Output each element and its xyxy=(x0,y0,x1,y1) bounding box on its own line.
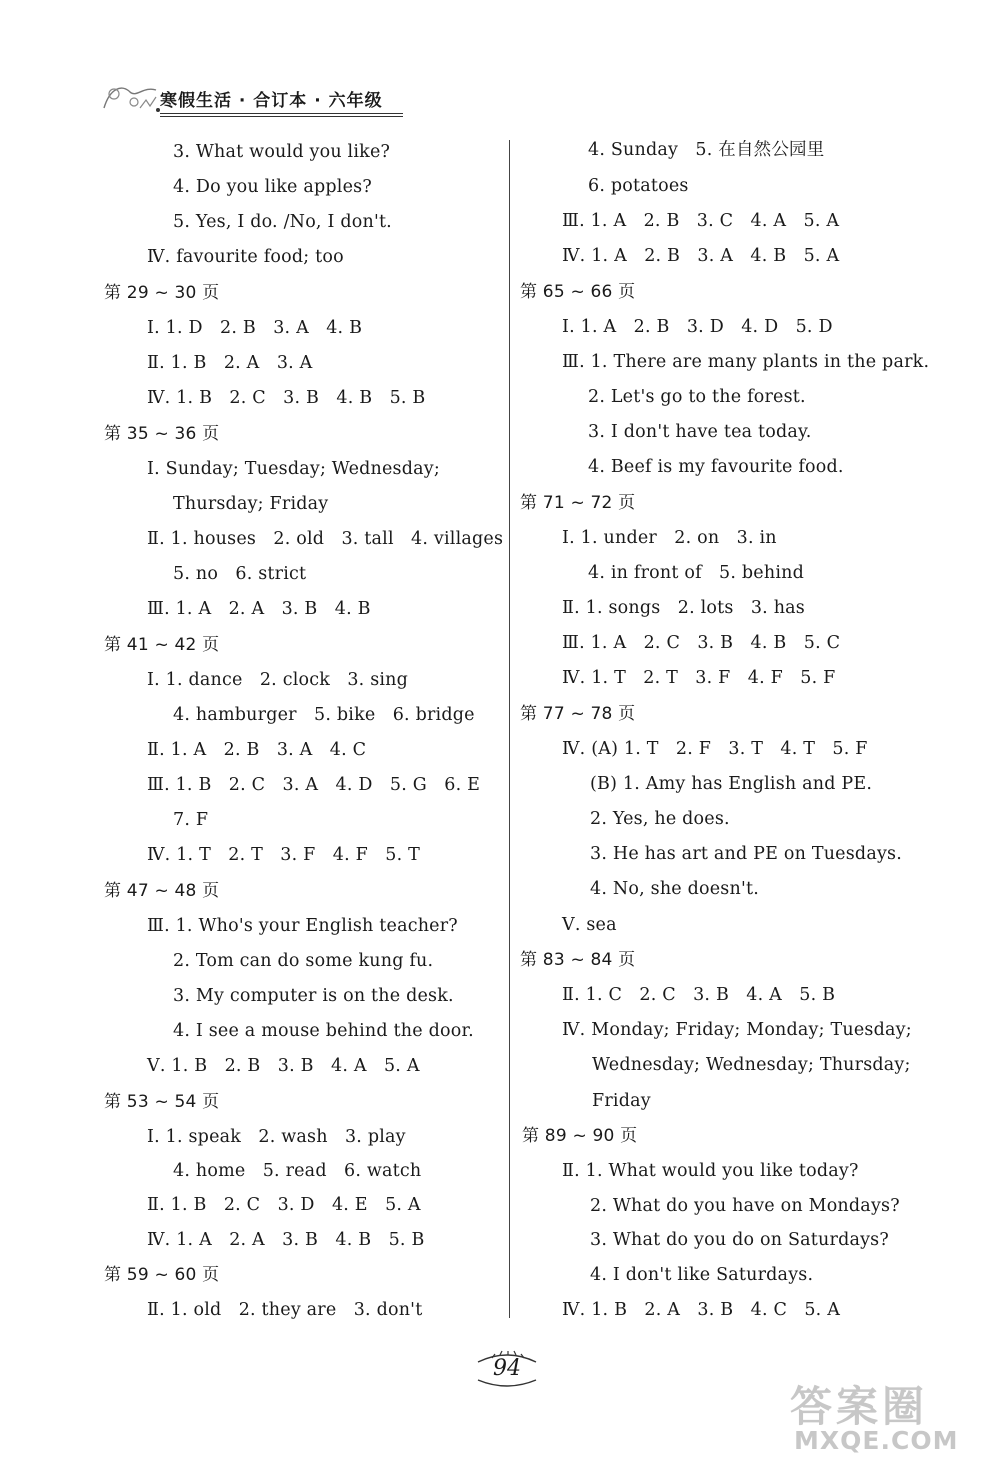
answer-line: Ⅴ. sea xyxy=(562,915,617,935)
answer-line: Ⅲ. 1. There are many plants in the park. xyxy=(562,352,930,372)
section-heading: 第 41 ~ 42 页 xyxy=(104,635,220,655)
answer-line: 2. Tom can do some kung fu. xyxy=(173,951,434,971)
answer-line: Ⅲ. 1. A 2. B 3. C 4. A 5. A xyxy=(562,211,840,231)
answer-line: 3. What would you like? xyxy=(173,142,391,162)
section-heading: 第 47 ~ 48 页 xyxy=(104,881,220,901)
answer-line: Wednesday; Wednesday; Thursday; xyxy=(592,1055,911,1075)
header-title: 寒假生活 · 合订本 · 六年级 xyxy=(160,91,383,111)
answer-line: Ⅳ. 1. A 2. B 3. A 4. B 5. A xyxy=(562,246,840,266)
answer-line: Ⅳ. 1. A 2. A 3. B 4. B 5. B xyxy=(147,1230,425,1250)
decorative-logo-icon xyxy=(100,78,162,116)
answer-line: 6. potatoes xyxy=(588,176,689,196)
column-divider xyxy=(509,140,510,1318)
answer-line: 2. Yes, he does. xyxy=(590,809,730,829)
answer-line: Ⅱ. 1. songs 2. lots 3. has xyxy=(562,598,805,618)
section-heading: 第 71 ~ 72 页 xyxy=(520,493,636,513)
page-number xyxy=(472,1350,542,1390)
section-heading: 第 89 ~ 90 页 xyxy=(522,1126,638,1146)
answer-line: Ⅳ. 1. T 2. T 3. F 4. F 5. F xyxy=(562,668,836,688)
answer-line: 4. Sunday 5. 在自然公园里 xyxy=(588,140,825,160)
section-heading: 第 59 ~ 60 页 xyxy=(104,1265,220,1285)
answer-line: Ⅱ. 1. C 2. C 3. B 4. A 5. B xyxy=(562,985,836,1005)
header-rule xyxy=(160,116,403,117)
section-heading: 第 77 ~ 78 页 xyxy=(520,704,636,724)
answer-line: Ⅱ. 1. What would you like today? xyxy=(562,1161,859,1181)
answer-line: 4. home 5. read 6. watch xyxy=(173,1161,422,1181)
answer-line: Ⅲ. 1. B 2. C 3. A 4. D 5. G 6. E xyxy=(147,775,481,795)
answer-line: Ⅳ. 1. T 2. T 3. F 4. F 5. T xyxy=(147,845,420,865)
answer-line: 5. Yes, I do. /No, I don't. xyxy=(173,212,392,232)
section-heading: 第 35 ~ 36 页 xyxy=(104,424,220,444)
watermark-text-en: MXQE.COM xyxy=(794,1426,959,1455)
answer-line: Ⅲ. 1. A 2. A 3. B 4. B xyxy=(147,599,371,619)
answer-line: Ⅰ. 1. D 2. B 3. A 4. B xyxy=(147,318,363,338)
answer-line: Ⅱ. 1. old 2. they are 3. don't xyxy=(147,1300,423,1320)
answer-line: 4. in front of 5. behind xyxy=(588,563,804,583)
answer-line: 5. no 6. strict xyxy=(173,564,307,584)
answer-line: 4. Do you like apples? xyxy=(173,177,372,197)
answer-line: 2. Let's go to the forest. xyxy=(588,387,806,407)
answer-line: 4. Beef is my favourite food. xyxy=(588,457,844,477)
answer-line: 4. No, she doesn't. xyxy=(590,879,759,899)
answer-line: 4. I see a mouse behind the door. xyxy=(173,1021,474,1041)
page-header xyxy=(100,78,405,123)
answer-line: 3. My computer is on the desk. xyxy=(173,986,454,1006)
answer-line: Ⅱ. 1. B 2. C 3. D 4. E 5. A xyxy=(147,1195,421,1215)
answer-line: Ⅳ. Monday; Friday; Monday; Tuesday; xyxy=(562,1020,912,1040)
answer-line: 4. hamburger 5. bike 6. bridge xyxy=(173,705,475,725)
answer-line: Ⅰ. 1. A 2. B 3. D 4. D 5. D xyxy=(562,317,833,337)
answer-line: Ⅰ. Sunday; Tuesday; Wednesday; xyxy=(147,459,440,479)
answer-line: Friday xyxy=(592,1091,651,1111)
watermark xyxy=(780,1372,995,1457)
page-number-text: 94 xyxy=(493,1356,521,1381)
answer-line: Ⅱ. 1. A 2. B 3. A 4. C xyxy=(147,740,367,760)
answer-line: Ⅱ. 1. houses 2. old 3. tall 4. villages xyxy=(147,529,504,549)
answer-line: Thursday; Friday xyxy=(173,494,329,514)
section-heading: 第 65 ~ 66 页 xyxy=(520,282,636,302)
answer-line: Ⅰ. 1. speak 2. wash 3. play xyxy=(147,1127,406,1147)
section-heading: 第 53 ~ 54 页 xyxy=(104,1092,220,1112)
answer-line: Ⅳ. 1. B 2. A 3. B 4. C 5. A xyxy=(562,1300,841,1320)
answer-line: Ⅲ. 1. Who's your English teacher? xyxy=(147,916,458,936)
watermark-text-cn: 答案圈 xyxy=(790,1382,929,1431)
answer-line: 3. What do you do on Saturdays? xyxy=(590,1230,889,1250)
answer-line: Ⅳ. 1. B 2. C 3. B 4. B 5. B xyxy=(147,388,426,408)
answer-line: Ⅰ. 1. dance 2. clock 3. sing xyxy=(147,670,409,690)
section-heading: 第 29 ~ 30 页 xyxy=(104,283,220,303)
answer-line: Ⅳ. favourite food; too xyxy=(147,247,344,267)
answer-line: Ⅱ. 1. B 2. A 3. A xyxy=(147,353,313,373)
answer-line: 2. What do you have on Mondays? xyxy=(590,1196,900,1216)
answer-line: 3. He has art and PE on Tuesdays. xyxy=(590,844,902,864)
answer-line: 7. F xyxy=(173,810,209,830)
answer-line: Ⅲ. 1. A 2. C 3. B 4. B 5. C xyxy=(562,633,841,653)
answer-line: (B) 1. Amy has English and PE. xyxy=(590,774,873,794)
answer-line: Ⅰ. 1. under 2. on 3. in xyxy=(562,528,777,548)
answer-line: Ⅴ. 1. B 2. B 3. B 4. A 5. A xyxy=(147,1056,420,1076)
header-rule xyxy=(160,113,403,114)
answer-line: 4. I don't like Saturdays. xyxy=(590,1265,814,1285)
section-heading: 第 83 ~ 84 页 xyxy=(520,950,636,970)
answer-line: Ⅳ. (A) 1. T 2. F 3. T 4. T 5. F xyxy=(562,739,868,759)
answer-line: 3. I don't have tea today. xyxy=(588,422,812,442)
